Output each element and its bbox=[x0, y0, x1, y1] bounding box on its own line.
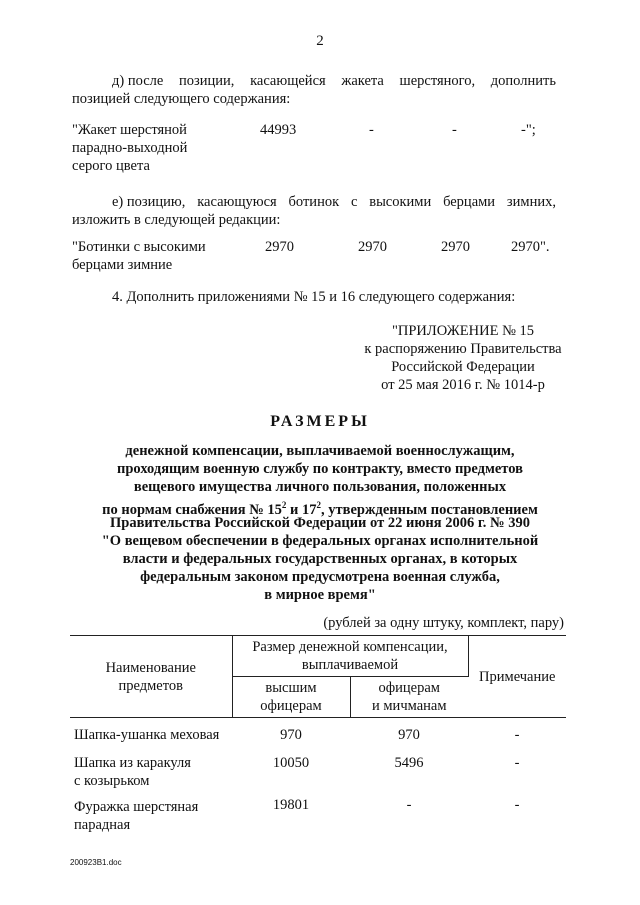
item-e-word: касающуюся bbox=[197, 194, 277, 210]
footer-filename: 200923B1.doc bbox=[70, 858, 122, 867]
subheading-line: федеральным законом предусмотрена военная служба, bbox=[140, 569, 500, 585]
row-name-line: Фуражка шерстяная bbox=[74, 799, 199, 815]
jacket-value: -"; bbox=[521, 122, 536, 138]
jacket-name-line: серого цвета bbox=[72, 158, 150, 174]
item-d-line1 bbox=[112, 72, 556, 90]
item-e-word: высокими bbox=[369, 194, 432, 210]
col-header-high-line: офицерам bbox=[260, 698, 322, 714]
col-header-name-line: предметов bbox=[118, 677, 183, 694]
norms-pre: по нормам снабжения № 15 bbox=[102, 501, 282, 518]
jacket-value: 44993 bbox=[260, 122, 297, 138]
compensation-table bbox=[70, 635, 566, 834]
row-name bbox=[70, 718, 232, 745]
norms-mid: и 17 bbox=[286, 501, 317, 518]
row-note: - bbox=[514, 727, 520, 743]
item-4: 4. Дополнить приложениями № 15 и 16 следующего содержания: bbox=[112, 289, 516, 305]
col-header-size-line: выплачиваемой bbox=[301, 657, 399, 673]
col-header-officers-line: офицерам bbox=[378, 680, 440, 696]
subheading-line: денежной компенсации, выплачиваемой военнослужащим, bbox=[125, 443, 515, 459]
units-note: (рублей за одну штуку, комплект, пару) bbox=[323, 615, 564, 631]
col-header-name-line: Наименование bbox=[105, 659, 196, 676]
item-e-line1 bbox=[112, 193, 556, 211]
row-high: 970 bbox=[280, 727, 302, 743]
item-d-line2: позицией следующего содержания: bbox=[72, 91, 291, 107]
row-high: 19801 bbox=[272, 797, 310, 813]
boots-name-line: "Ботинки с высокими bbox=[72, 239, 206, 255]
table-row bbox=[70, 790, 566, 834]
boots-value: 2970 bbox=[265, 239, 294, 255]
table-row bbox=[70, 718, 566, 745]
appendix-date: от 25 мая 2016 г. № 1014-р bbox=[381, 377, 545, 393]
table-row bbox=[70, 744, 566, 790]
boots-value: 2970 bbox=[441, 239, 470, 255]
row-officers: 970 bbox=[398, 727, 420, 743]
subheading-line: "О вещевом обеспечении в федеральных органах исполнительной bbox=[101, 533, 539, 549]
col-header-size bbox=[232, 636, 468, 677]
subheading-line: в мирное время" bbox=[264, 587, 376, 603]
appendix-line: Российской Федерации bbox=[391, 359, 535, 375]
boots-name-line: берцами зимние bbox=[72, 257, 173, 273]
col-header-note: Примечание bbox=[468, 636, 566, 718]
row-note: - bbox=[514, 755, 520, 771]
row-officers: - bbox=[406, 797, 412, 813]
row-name-line: с козырьком bbox=[74, 773, 150, 789]
row-officers: 5496 bbox=[394, 755, 424, 771]
item-e-word: зимних, bbox=[506, 194, 556, 210]
norms-sup: 2 bbox=[281, 500, 287, 510]
item-e-word: берцами bbox=[443, 194, 496, 210]
col-header-high bbox=[232, 677, 350, 718]
item-d-word: позиции, bbox=[178, 73, 235, 89]
boots-value: 2970 bbox=[358, 239, 387, 255]
item-d-word: шерстяного, bbox=[399, 73, 476, 89]
item-d-word: дополнить bbox=[490, 73, 556, 89]
item-e-word: е) позицию, bbox=[112, 194, 186, 210]
norms-post: , утвержденным постановлением bbox=[321, 501, 538, 518]
jacket-value: - bbox=[369, 122, 374, 138]
col-header-high-line: высшим bbox=[265, 680, 317, 696]
item-e-word: ботинок bbox=[288, 194, 340, 210]
row-name-line: Шапка из каракуля bbox=[74, 755, 191, 771]
col-header-name bbox=[70, 636, 232, 718]
jacket-name-line: "Жакет шерстяной bbox=[72, 122, 187, 138]
boots-value: 2970". bbox=[511, 239, 550, 255]
row-name-line: Шапка-ушанка меховая bbox=[74, 727, 220, 743]
item-e-line2: изложить в следующей редакции: bbox=[72, 212, 281, 228]
subheading-line: Правительства Российской Федерации от 22 июня 2006 г. № 390 bbox=[110, 515, 530, 531]
subheading-line: вещевого имущества личного пользования, положенных bbox=[133, 479, 507, 495]
subheading-line: проходящим военную службу по контракту, вместо предметов bbox=[117, 461, 523, 477]
appendix-title: "ПРИЛОЖЕНИЕ № 15 bbox=[391, 323, 535, 339]
jacket-value: - bbox=[452, 122, 457, 138]
row-name bbox=[70, 790, 232, 834]
norms-sup: 2 bbox=[316, 500, 322, 510]
col-header-officers bbox=[350, 677, 468, 718]
appendix-line: к распоряжению Правительства bbox=[364, 341, 562, 357]
row-high: 10050 bbox=[272, 755, 310, 771]
col-header-officers-line: и мичманам bbox=[372, 698, 447, 714]
page-number: 2 bbox=[316, 33, 324, 49]
item-d-word: д) после bbox=[112, 73, 164, 89]
item-d-word: жакета bbox=[341, 73, 384, 89]
row-name bbox=[70, 744, 232, 790]
subheading-line: власти и федеральных государственных органах, в которых bbox=[122, 551, 518, 567]
item-d-word: касающейся bbox=[250, 73, 326, 89]
col-header-size-line: Размер денежной компенсации, bbox=[252, 639, 448, 655]
row-note: - bbox=[514, 797, 520, 813]
heading-razmery: РАЗМЕРЫ bbox=[270, 413, 370, 430]
item-e-word: с bbox=[350, 194, 358, 210]
row-name-line: парадная bbox=[74, 817, 131, 833]
jacket-name-line: парадно-выходной bbox=[72, 140, 188, 156]
